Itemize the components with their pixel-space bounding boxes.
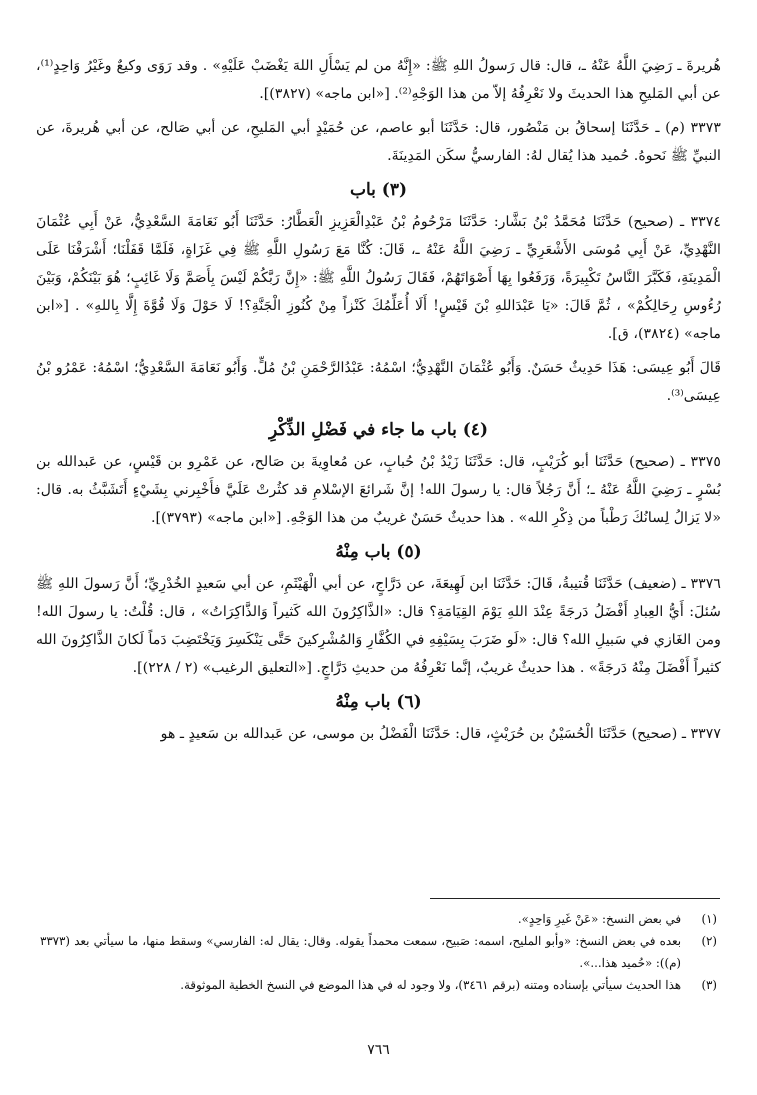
footnote xyxy=(40,930,717,974)
footnote-text: بعده في بعض النسخ: «وأبو المليح، اسمه: صَبيح، سمعت محمداً يقوله. وقال: يقال له: الفارسي» وسقط منها، ما سيأتي بعد (٣٣٧٣ (م)): «حُميد هذا...». xyxy=(40,934,681,970)
hadith-paragraph-continuation: هُريرةَ ـ رَضِيَ اللَّهُ عَنْهُ ـ، قال: قال رَسولُ اللهِ ﷺ: «إِنَّهُ من لم يَسْأَلِ اللهَ يَغْضَبْ عَلَيْهِ» . وقد رَوَى وكيعٌ وغَيْرُ وَاحِدٍ⁽¹⁾، عن أبي المَليحِ هذا الحديثَ ولا نَعْرِفُهُ إلاّ من هذا الوَجْهِ⁽²⁾. [«ابن ماجه» (٣٨٢٧)]. xyxy=(36,58,721,102)
hadith-paragraph-3373m: ٣٣٧٣ (م) ـ حَدَّثَنَا إسحاقُ بن مَنْصُور، قال: حَدَّثَنَا أبو عاصم، عن حُمَيْدٍ أبي المَليحِ، عن أبي صَالح، عن أبي هُريرةَ، عن النبيِّ ﷺ نَحوهُ. حُميد هذا يُقال لهُ: الفارسيُّ سكَن المَدِينَةَ. xyxy=(36,120,721,164)
commentary-paragraph: قَالَ أَبُو عِيسَى: هَذَا حَدِيثٌ حَسَنٌ. وَأَبُو عُثْمَانَ النَّهْدِيُّ؛ اسْمُهُ: عَبْدُالرَّحْمَنِ بْنُ مُلٍّ. وَأَبُو نَعَامَةَ السَّعْدِيُّ؛ اسْمُهُ: عَمْرُو بْنُ عِيسَى⁽³⁾. xyxy=(36,360,721,404)
footnote-separator xyxy=(430,898,720,899)
footnote xyxy=(40,908,717,930)
footnote-text: في بعض النسخ: «عَنْ غَيرِ وَاحِدٍ». xyxy=(517,912,681,926)
footnotes xyxy=(40,908,717,996)
hadith-paragraph-3374: ٣٣٧٤ ـ (صحيح) حَدَّثَنَا مُحَمَّدُ بْنُ بَشَّار: حَدَّثَنَا مَرْحُومُ بْنُ عَبْدِالْعَزِيزِ الْعَطَّارُ: حَدَّثَنَا أَبُو نَعَامَةَ السَّعْدِيُّ، عَنْ أَبِي عُثْمَانَ النَّهْدِيِّ، عَنْ أَبِي مُوسَى الأَشْعَرِيِّ ـ رَضِيَ اللَّهُ عَنْهُ ـ، قَالَ: كُنَّا مَعَ رَسُولِ اللَّهِ ﷺ فِي غَزَاةٍ، فَلَمَّا قَفَلْنَا؛ أَشْرَفْنَا عَلَى الْمَدِينَةِ، فَكَبَّرَ النَّاسُ تَكْبِيرَةً، وَرَفَعُوا بِهَا أَصْوَاتَهُمْ، فَقَالَ رَسُولُ اللَّهِ ﷺ: «إِنَّ رَبَّكُمْ لَيْسَ بِأَصَمَّ وَلَا غَائِبٍ؛ هُوَ بَيْنَكُمْ، وَبَيْنَ رُءُوسِ رِحَالِكُمْ» ، ثُمَّ قَالَ: «يَا عَبْدَاللهِ بْنَ قَيْسٍ! أَلَا أُعَلِّمُكَ كَنْزاً مِنْ كُنُوزِ الْجَنَّةِ؟! لَا حَوْلَ وَلَا قُوَّةَ إِلَّا بِاللهِ» . [«ابن ماجه» (٣٨٢٤)، ق]. xyxy=(36,214,721,342)
footnote-number: (٢) xyxy=(701,934,717,948)
chapter-heading-4: (٤) باب ما جاء في فَضْلِ الذِّكْرِ xyxy=(269,420,488,440)
hadith-paragraph-3377: ٣٣٧٧ ـ (صحيح) حَدَّثَنَا الْحُسَيْنُ بن حُرَيْثٍ، قال: حَدَّثَنَا الْفَضْلُ بن موسى، عن عَبدالله بن سَعيدٍ ـ هو xyxy=(160,726,721,742)
hadith-paragraph-3375: ٣٣٧٥ ـ (صحيح) حَدَّثَنَا أبو كُرَيْبٍ، قال: حَدَّثَنَا زَيْدُ بْنُ حُبابٍ، عن مُعاوِيةَ بن صَالح، عن عَمْرِو بن قَيْسٍ، عن عَبدالله بن بُسْرٍ ـ رَضِيَ اللَّهُ عَنْهُ ـ؛ أَنَّ رَجُلاً قال: يا رسولَ الله! إنَّ شَرائعَ الإسْلامِ قد كثُرتْ عَلَيَّ فأَخْبِرني بِشَيْءٍ أَتَشَبَّثُ به. قال: «لا يَزالُ لِسانُكَ رَطْباً من ذِكْرِ الله» . هذا حديثٌ حَسَنٌ غريبٌ من هذا الوَجْهِ. [«ابن ماجه» (٣٧٩٣)]. xyxy=(36,454,721,526)
chapter-heading-6: (٦) باب مِنْهُ xyxy=(335,692,422,712)
footnote-number: (١) xyxy=(701,912,717,926)
hadith-paragraph-3376: ٣٣٧٦ ـ (ضعيف) حَدَّثَنَا قُتيبةُ، قَالَ: حَدَّثَنَا ابن لَهِيعَةَ، عن دَرَّاجٍ، عن أبي الْهَيْثَمِ، عن أبي سَعيدٍ الخُدْرِيِّ؛ أَنَّ رَسولَ اللهِ ﷺ سُئلَ: أَيُّ العِبادِ أَفْضَلُ دَرجَةً عِنْدَ اللهِ يَوْمَ القِيَامَةِ؟ قال: «الذَّاكِرُونَ الله كَثيراً وَالذَّاكِرَاتُ» ، قال: قُلْتُ: يا رسولَ الله! ومن الغَازي في سَبيلِ الله؟ قال: «لَو ضَرَبَ بِسَيْفِهِ في الكُفَّارِ وَالمُشْرِكينَ حَتَّى يَنْكَسِرَ وَيَخْتَضِبَ دَماً لَكانَ الذَّاكِرُونَ الله كثيراً أَفْضَلَ مِنْهُ دَرجَةً» . هذا حديثٌ غريبٌ، إنَّما نَعْرِفُهُ من حديثِ دَرَّاجٍ. [«التعليق الرغيب» (٢ / ٢٢٨)]. xyxy=(36,576,721,676)
chapter-heading-5: (٥) باب مِنْهُ xyxy=(335,542,422,562)
footnote-text: هذا الحديث سيأتي بإسناده ومتنه (برقم ٣٤٦١)، ولا وجود له في هذا الموضع في النسخ الخطية الموثوقة. xyxy=(180,978,681,992)
footnote-number: (٣) xyxy=(701,978,717,992)
footnote xyxy=(40,974,717,996)
chapter-heading-3: (٣) باب xyxy=(349,180,408,200)
page-number: ٧٦٦ xyxy=(367,1042,390,1058)
